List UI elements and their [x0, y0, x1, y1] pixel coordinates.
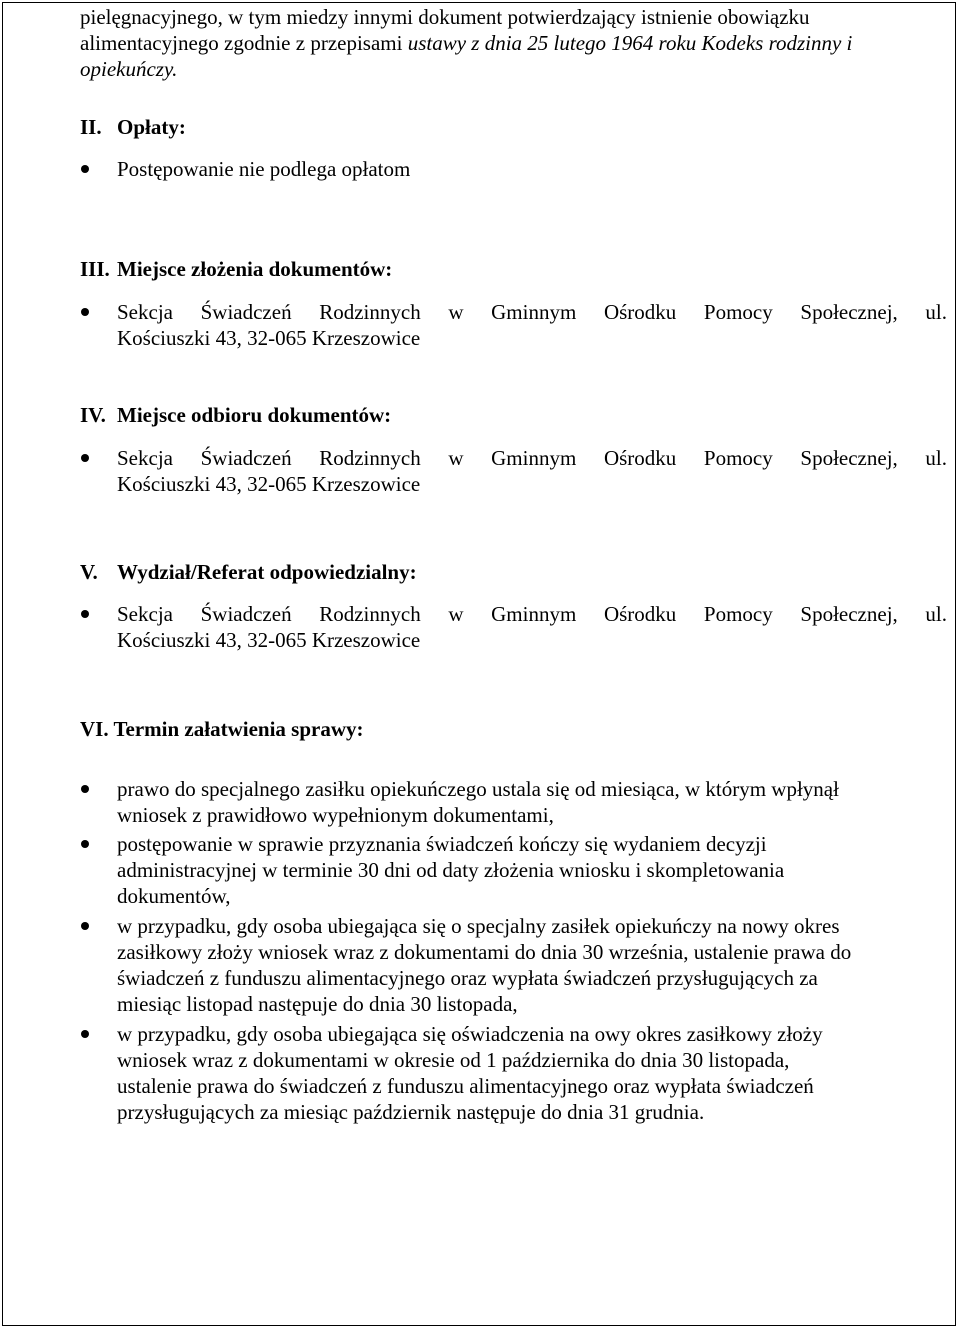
section-2-number: II.: [80, 115, 102, 139]
bullet-icon: [81, 454, 89, 462]
item-line: dokumentów,: [117, 884, 231, 908]
item-line: wniosek z prawidłowo wypełnionym dokumentami,: [117, 803, 554, 827]
section-6-item-3: [117, 913, 947, 1017]
section-3-bullet-line-2: Kościuszki 43, 32-065 Krzeszowice: [117, 326, 421, 350]
bullet-icon: [81, 308, 89, 316]
item-line: miesiąc listopad następuje do dnia 30 listopada,: [117, 992, 518, 1016]
section-3-bullet-line-1: Sekcja Świadczeń Rodzinnych w Gminnym Ośrodku Pomocy Społecznej, ul.: [117, 300, 947, 324]
section-6-item-1: [117, 776, 947, 828]
section-5-number: V.: [80, 560, 98, 584]
section-6-heading: VI. Termin załatwienia sprawy:: [80, 717, 364, 741]
item-line: prawo do specjalnego zasiłku opiekuńczego ustala się od miesiąca, w którym wpłynął: [117, 777, 839, 801]
section-4-number: IV.: [80, 403, 106, 427]
item-line: postępowanie w sprawie przyznania świadczeń kończy się wydaniem decyzji: [117, 832, 767, 856]
section-3-number: III.: [80, 257, 110, 281]
bullet-icon: [81, 840, 89, 848]
item-line: świadczeń z funduszu alimentacyjnego oraz wypłata świadczeń przysługujących za: [117, 966, 818, 990]
item-line: przysługujących za miesiąc październik następuje do dnia 31 grudnia.: [117, 1100, 705, 1124]
intro-paragraph: [80, 4, 950, 82]
bullet-icon: [81, 165, 89, 173]
item-line: w przypadku, gdy osoba ubiegająca się oświadczenia na owy okres zasiłkowy złoży: [117, 1022, 823, 1046]
bullet-icon: [81, 610, 89, 618]
page-border: [2, 2, 956, 1326]
intro-line-3: opiekuńczy.: [80, 57, 178, 81]
intro-line-1: pielęgnacyjnego, w tym miedzy innymi dokument potwierdzający istnienie obowiązku: [80, 5, 810, 29]
section-3-title: Miejsce złożenia dokumentów:: [117, 257, 393, 281]
item-line: wniosek wraz z dokumentami w okresie od 1 października do dnia 30 listopada,: [117, 1048, 790, 1072]
intro-line-2: [80, 30, 950, 56]
section-2-title: Opłaty:: [117, 115, 186, 139]
section-5-bullet: [117, 601, 947, 653]
item-line: w przypadku, gdy osoba ubiegająca się o specjalny zasiłek opiekuńczy na nowy okres: [117, 914, 840, 938]
section-4-bullet-line-2: Kościuszki 43, 32-065 Krzeszowice: [117, 472, 421, 496]
section-4-title: Miejsce odbioru dokumentów:: [117, 403, 392, 427]
section-5-title: Wydział/Referat odpowiedzialny:: [117, 560, 417, 584]
section-2-bullet: Postępowanie nie podlega opłatom: [117, 157, 411, 181]
section-6-item-4: [117, 1021, 947, 1125]
bullet-icon: [81, 1030, 89, 1038]
section-4-bullet: [117, 445, 947, 497]
section-6-item-2: [117, 831, 947, 909]
section-4-bullet-line-1: Sekcja Świadczeń Rodzinnych w Gminnym Ośrodku Pomocy Społecznej, ul.: [117, 446, 947, 470]
section-3-bullet: [117, 299, 947, 351]
section-5-bullet-line-1: Sekcja Świadczeń Rodzinnych w Gminnym Ośrodku Pomocy Społecznej, ul.: [117, 602, 947, 626]
intro-line-2-plain: alimentacyjnego zgodnie z przepisami: [80, 31, 408, 55]
bullet-icon: [81, 922, 89, 930]
intro-line-2-italic: ustawy z dnia 25 lutego 1964 roku Kodeks rodzinny i: [407, 31, 853, 55]
item-line: zasiłkowy złoży wniosek wraz z dokumentami do dnia 30 września, ustalenie prawa do: [117, 940, 852, 964]
item-line: administracyjnej w terminie 30 dni od daty złożenia wniosku i skompletowania: [117, 858, 785, 882]
section-5-bullet-line-2: Kościuszki 43, 32-065 Krzeszowice: [117, 628, 421, 652]
bullet-icon: [81, 785, 89, 793]
item-line: ustalenie prawa do świadczeń z funduszu alimentacyjnego oraz wypłata świadczeń: [117, 1074, 814, 1098]
